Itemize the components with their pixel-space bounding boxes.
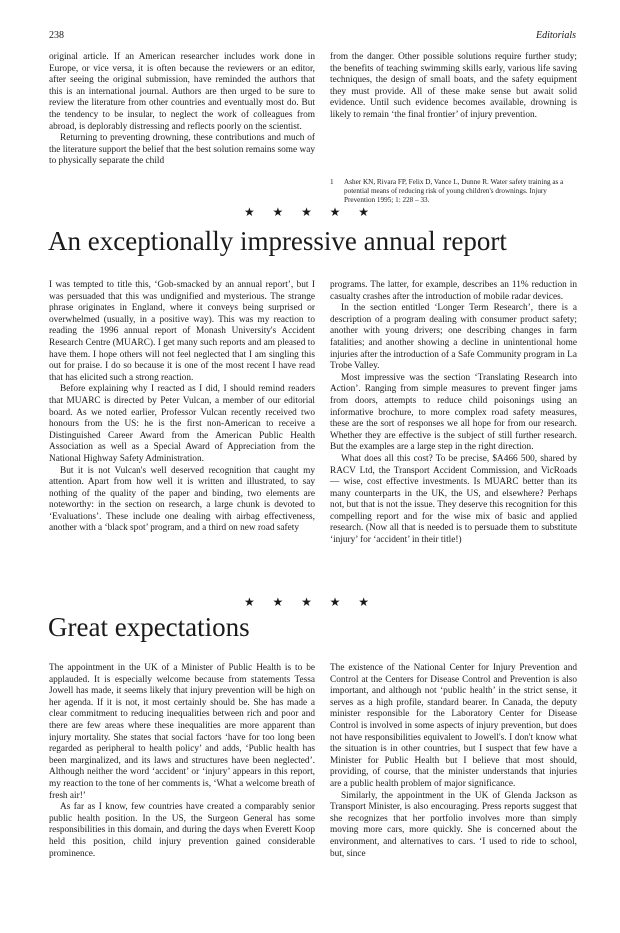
paragraph: The existence of the National Center for Injury Prevention and Control at the Centers for Disease Control and Prevention is also important, and although not ‘public health’ in the strict sense, it serves as a high profile, standard bearer. In Canada, the deputy minister responsible for the Laboratory Center for Disease Control is involved in some aspects of injury prevention, but does not have responsibilities equivalent to Jowell's. I don't know what the situation is in other countries, but I suspect that few have a Minister for Public Health but I believe that most should, providing, of course, that the minister understands that injuries are a public health problem of major significance. [330, 663, 577, 789]
article2-right-column [330, 663, 577, 860]
running-header: Editorials [535, 30, 576, 41]
top-right-column [330, 52, 577, 122]
paragraph: original article. If an American researcher includes work done in Europe, or vice versa, it is often because the reviewers or an editor, after seeing the original submission, have reminded the authors that this is an international journal. Authors are then urged to be sure to review the literature from other countries and eventually most do. But the tendency to be insular, to neglect the work of colleagues from abroad, is deplorably distressing and reflects poorly on the scientist. [49, 52, 315, 132]
article2-left-column [49, 663, 315, 860]
paragraph: The appointment in the UK of a Minister of Public Health is to be applauded. It is especially welcome because from statements Tessa Jowell has made, it seems likely that injury prevention will be high on her agenda. If it is not, it most certainly should be. She has made a clear commitment to reducing inequalities between rich and poor and there are few areas where these inequalities are more apparent than injury mortality. She states that social factors ‘have for too long been regarded as peripheral to health policy’ and adds, ‘Public health has been marginalized, and its laws and structures have been neglected’. Although neither the word ‘accident’ or ‘injury’ appears in this report, my reaction to the tone of her comments is, ‘What a welcome breath of fresh air!’ [49, 663, 315, 801]
paragraph: What does all this cost? To be precise, $A466 500, shared by RACV Ltd, the Transport Accident Commission, and VicRoads — wise, cost effective investments. Is MUARC better than its many counterparts in the UK, the US, and elsewhere? Perhaps not, but that is not the issue. They deserve this recognition for this compelling report and for the wise mix of basic and applied research. (Now all that is needed is to persuade them to substitute ‘injury’ for ‘accident’ in their title!) [330, 453, 577, 546]
section-separator: ★ ★ ★ ★ ★ [243, 205, 377, 219]
paragraph: Similarly, the appointment in the UK of Glenda Jackson as Transport Minister, is also encouraging. Press reports suggest that she recognizes that her portfolio involves more than simply moving more cars, more quickly. She is concerned about the environment, and alternatives to cars. ‘I used to ride to school, but, since [330, 790, 577, 859]
page-number: 238 [49, 30, 64, 41]
top-left-column [49, 52, 315, 168]
paragraph: In the section entitled ‘Longer Term Research’, there is a description of a program dealing with consumer product safety; another with young drivers; one describing changes in farm fatalities; and another showing a decline in unintentional home injuries after the introduction of a Safe Community program in La Trobe Valley. [330, 303, 577, 372]
paragraph: Returning to preventing drowning, these contributions and much of the literature support the belief that the best solution remains some way to physically separate the child [49, 133, 315, 167]
paragraph: Before explaining why I reacted as I did, I should remind readers that MUARC is directed by Peter Vulcan, a member of our editorial board. As we noted earlier, Professor Vulcan recently received two honours from the US: he is the first non-American to receive a Distinguished Career Award from the American Public Health Association as well as a Special Award of Appreciation from the National Highway Safety Administration. [49, 384, 315, 464]
article-title: Great expectations [48, 612, 250, 642]
reference-text: Asher KN, Rivara FP, Felix D, Vance L, Dunne R. Water safety training as a potential means of reducing risk of young children's drownings. Injury Prevention 1995; 1: 228 – 33. [344, 178, 564, 204]
reference [330, 178, 577, 205]
paragraph: programs. The latter, for example, describes an 11% reduction in casualty crashes after the introduction of mobile radar devices. [330, 280, 577, 302]
paragraph: I was tempted to title this, ‘Gob-smacked by an annual report’, but I was persuaded that this was undignified and mysterious. The strange phrase originates in England, where it conveys being surprised or overwhelmed (usually, in a positive way). This was my reaction to reading the 1996 annual report of Monash University's Accident Research Centre (MUARC). I get many such reports and am pleased to have them. I hope others will not feel neglected that I am singling this out for praise. I do so because it is one of the most recent I have read that has elicited such a strong reaction. [49, 280, 315, 383]
article1-left-column [49, 280, 315, 535]
paragraph: from the danger. Other possible solutions require further study; the benefits of teaching swimming skills early, various life saving techniques, the design of small boats, and the safety equipment they must provide. All of these make sense but await solid evidence. Until such evidence becomes available, drowning is likely to remain ‘the final frontier’ of injury prevention. [330, 52, 577, 120]
paragraph: Most impressive was the section ‘Translating Research into Action’. Ranging from simple measures to prevent finger jams from doors, attempts to reduce child poisonings using an informative brochure, to more complex road safety measures, these are the sort of responses we all hope for from our research. Whether they are effective is the subject of still further research. But the examples are a large step in the right direction. [330, 372, 577, 453]
reference-number: 1 [330, 178, 334, 186]
section-separator: ★ ★ ★ ★ ★ [243, 595, 377, 609]
article1-right-column [330, 280, 577, 547]
paragraph: But it is not Vulcan's well deserved recognition that caught my attention. Apart from how well it is written and illustrated, to say nothing of the quality of the paper and binding, two elements are noteworthy: in the section on research, a large chunk is devoted to ‘Evaluations’. These include one dealing with airbag effectiveness, another with a ‘black spot’ program, and a third on new road safety [49, 465, 315, 534]
article-title: An exceptionally impressive annual report [48, 226, 507, 256]
paragraph: As far as I know, few countries have created a comparably senior public health position. In the US, the Surgeon General has some responsibilities in this domain, and during the days when Everett Koop held this position, child injury prevention gained considerable prominence. [49, 802, 315, 859]
